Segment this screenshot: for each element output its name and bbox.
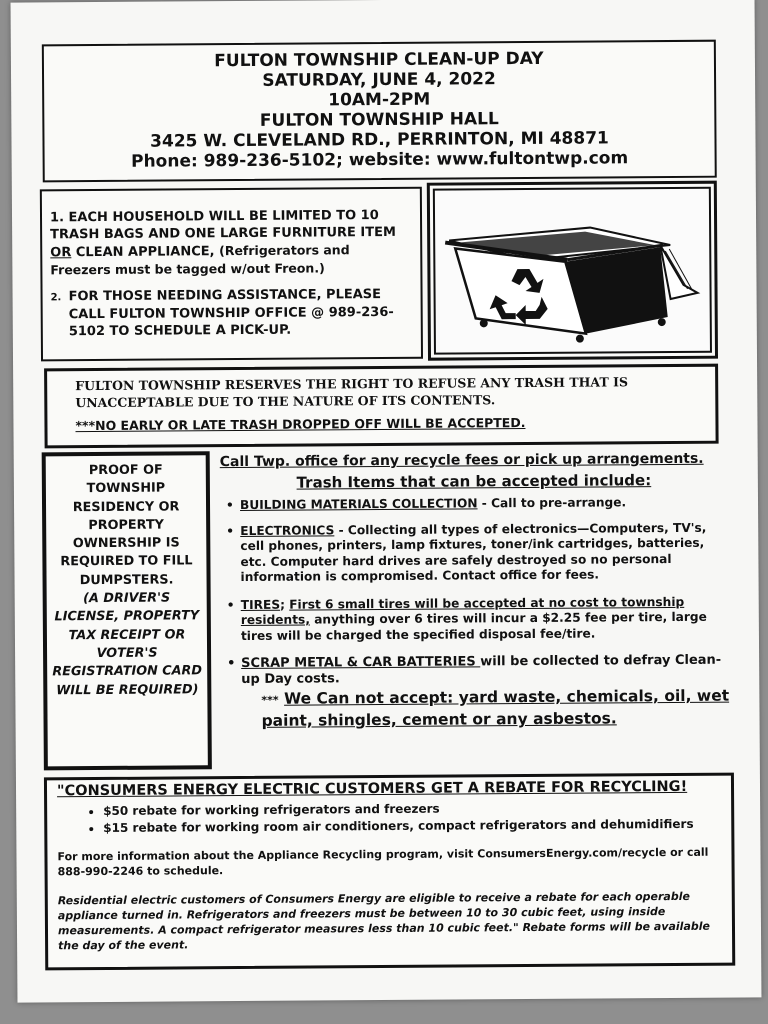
proof-documents: (A DRIVER'S LICENSE, PROPERTY TAX RECEIPT OR VOTER'S REGISTRATION CARD WILL BE REQUIRED)	[52, 590, 203, 698]
not-accepted-list: *** We Can not accept: yard waste, chemicals, oil, wet paint, shingles, cement or any asbestos.	[261, 686, 730, 730]
event-header	[42, 40, 717, 183]
flyer-paper	[11, 0, 762, 1003]
event-address: 3425 W. CLEVELAND RD., PERRINTON, MI 48871	[150, 128, 609, 152]
call-office-note: Call Twp. office for any recycle fees or pick up arrangements.	[219, 450, 704, 471]
event-title: FULTON TOWNSHIP CLEAN-UP DAY	[214, 48, 544, 72]
accepted-items-heading: Trash Items that can be accepted include:	[296, 471, 652, 492]
dumpster-picture	[427, 181, 718, 361]
rebate-fine-print: Residential electric customers of Consumers Energy are eligible to receive a rebate for each operable appliance turned in. Refrigerators and freezers must be between 10 to 30 cubic feet, using inside measurements. A compact refrigerator measures less than 10 cubic feet." Rebate forms will be available the day of the event.	[57, 889, 711, 953]
item-tires: • TIRES; First 6 small tires will be accepted at no cost to township residents, anything over 6 tires will incur a $2.25 fee per tire, large tires will be charged the specified disposal fee/tire.	[226, 594, 707, 643]
item-building-materials: • BUILDING MATERIALS COLLECTION - Call to pre-arrange.	[225, 495, 627, 513]
rebate-info: For more information about the Appliance Recycling program, visit ConsumersEnergy.com/recycle or call 888-990-2246 to schedule.	[57, 845, 709, 879]
rule-2: 2. FOR THOSE NEEDING ASSISTANCE, PLEASE CALL FULTON TOWNSHIP OFFICE @ 989-236-5102 TO SCHEDULE A PICK-UP.	[50, 287, 394, 340]
event-time: 10AM-2PM	[328, 89, 431, 111]
refuse-policy: FULTON TOWNSHIP RESERVES THE RIGHT TO REFUSE ANY TRASH THAT IS UNACCEPTABLE DUE TO THE NATURE OF ITS CONTENTS.	[75, 374, 628, 411]
event-venue: FULTON TOWNSHIP HALL	[259, 109, 499, 131]
rule-1: 1. EACH HOUSEHOLD WILL BE LIMITED TO 10 TRASH BAGS AND ONE LARGE FURNITURE ITEM OR CLEAN APPLIANCE, (Refrigerators and Freezers must be tagged w/out Freon.)	[49, 208, 396, 278]
accepted-items	[214, 451, 736, 732]
consumers-energy-rebate	[44, 773, 735, 971]
item-electronics: • ELECTRONICS - Collecting all types of electronics—Computers, TV's, cell phones, printers, lamp fixtures, toner/ink cartridges, batteries, etc. Computer hard drives are safely destroyed so no personal information is compromised. Contact office for fees.	[226, 520, 707, 585]
event-contact: Phone: 989-236-5102; website: www.fultontwp.com	[131, 148, 629, 172]
household-rules	[40, 187, 423, 362]
rebate-title: "CONSUMERS ENERGY ELECTRIC CUSTOMERS GET A REBATE FOR RECYCLING!	[56, 778, 688, 800]
rebate-bullet-fridges: • $50 rebate for working refrigerators and freezers	[103, 799, 721, 820]
proof-of-residency	[42, 451, 212, 770]
refuse-notice	[44, 364, 719, 449]
no-early-late-notice: ***NO EARLY OR LATE TRASH DROPPED OFF WILL BE ACCEPTED.	[75, 415, 526, 434]
event-date: SATURDAY, JUNE 4, 2022	[262, 69, 496, 91]
rebate-bullet-ac: • $15 rebate for working room air conditioners, compact refrigerators and dehumidifiers	[103, 816, 721, 837]
proof-requirement: PROOF OF TOWNSHIP RESIDENCY OR PROPERTY OWNERSHIP IS REQUIRED TO FILL DUMPSTERS.	[60, 462, 193, 588]
item-scrap-metal: • SCRAP METAL & CAR BATTERIES will be collected to defray Clean-up Day costs.	[227, 652, 722, 687]
dumpster-recycle-icon	[435, 189, 706, 351]
